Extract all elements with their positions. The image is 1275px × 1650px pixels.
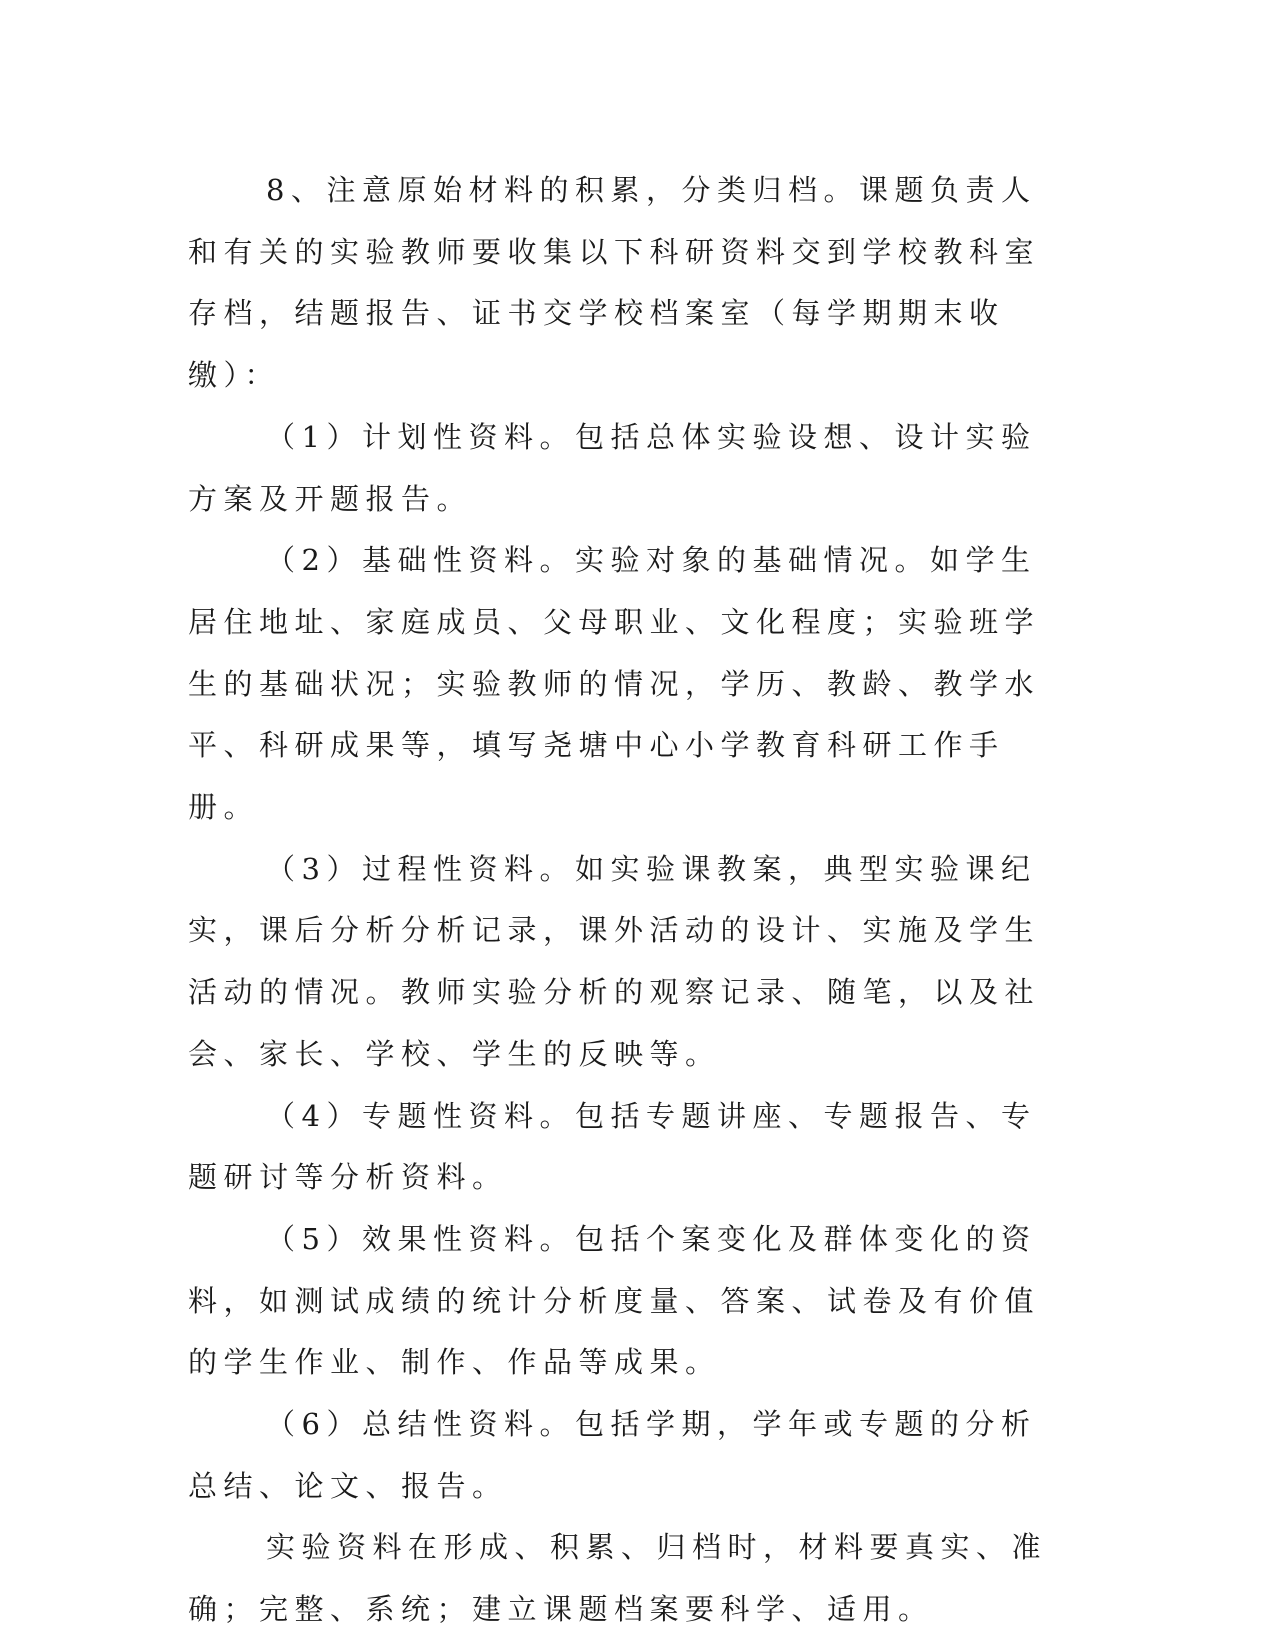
paragraph-item-8-archiving: 8、注意原始材料的积累，分类归档。课题负责人和有关的实验教师要收集以下科研资料交到学校教科室存档，结题报告、证书交学校档案室（每学期期末收缴）：: [188, 173, 1041, 393]
document-body: [188, 160, 1068, 1641]
paragraph-basic-materials: （2）基础性资料。实验对象的基础情况。如学生居住地址、家庭成员、父母职业、文化程度；实验班学生的基础状况；实验教师的情况，学历、教龄、教学水平、科研成果等，填写尧塘中心小学教育科研工作手册。: [188, 543, 1041, 825]
paragraph-summary-materials: （6）总结性资料。包括学期，学年或专题的分析总结、论文、报告。: [188, 1407, 1037, 1503]
paragraph-outcome-materials: （5）效果性资料。包括个案变化及群体变化的资料，如测试成绩的统计分析度量、答案、试卷及有价值的学生作业、制作、作品等成果。: [188, 1221, 1041, 1380]
paragraph-planning-materials: （1）计划性资料。包括总体实验设想、设计实验方案及开题报告。: [188, 419, 1037, 516]
paragraph-topic-materials: （4）专题性资料。包括专题讲座、专题报告、专题研讨等分析资料。: [188, 1098, 1037, 1195]
paragraph-process-materials: （3）过程性资料。如实验课教案，典型实验课纪实，课后分析分析记录，课外活动的设计、实施及学生活动的情况。教师实验分析的观察记录、随笔，以及社会、家长、学校、学生的反映等。: [188, 851, 1041, 1071]
paragraph-archive-requirements: 实验资料在形成、积累、归档时，材料要真实、准确；完整、系统；建立课题档案要科学、适用。: [188, 1530, 1048, 1627]
